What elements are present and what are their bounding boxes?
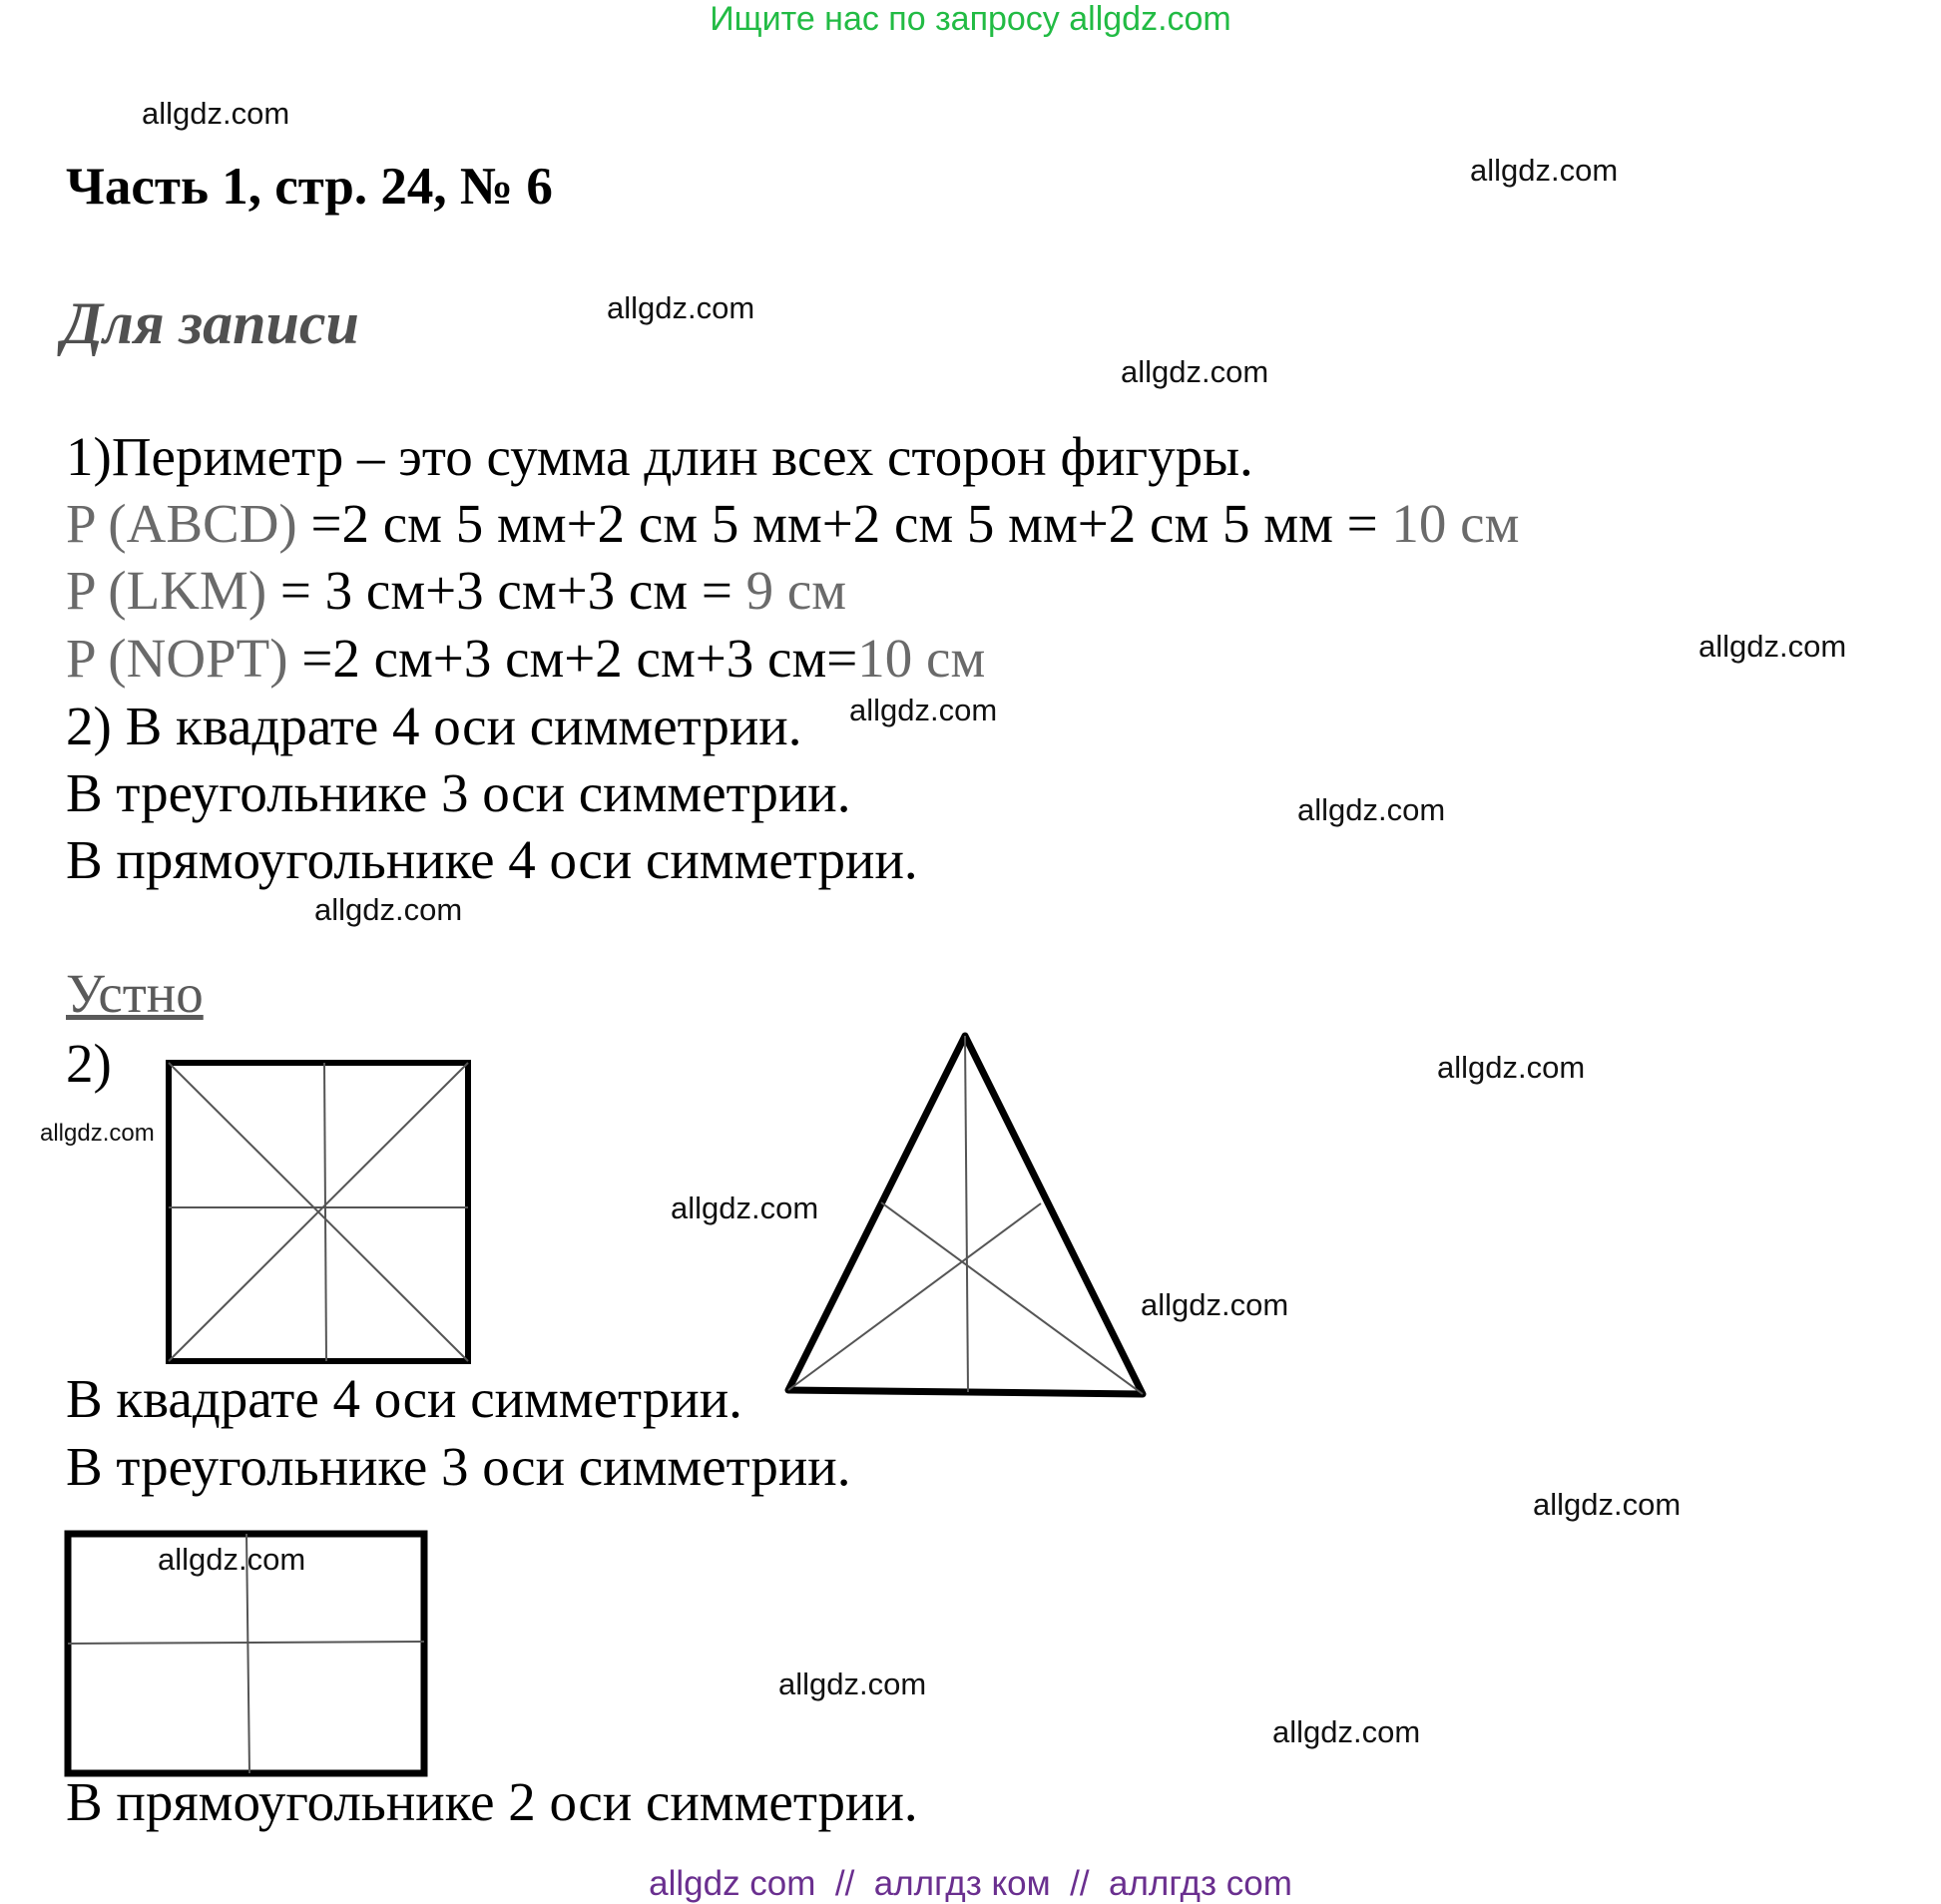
watermark: allgdz.com [1297, 792, 1446, 827]
triangle-axis-right [881, 1202, 1143, 1394]
oral-item-number: 2) [66, 1033, 112, 1094]
oral-triangle-line: В треугольнике 3 оси симметрии. [66, 1436, 851, 1497]
perimeter-lkm-label: P (LKM) [66, 560, 267, 621]
watermark: allgdz.com [778, 1666, 927, 1701]
watermark: allgdz.com [671, 1190, 819, 1225]
square-figure [169, 1063, 468, 1361]
watermark: allgdz.com [1272, 1714, 1421, 1749]
symmetry-triangle-line: В треугольнике 3 оси симметрии. [66, 762, 851, 823]
watermark: allgdz.com [1698, 629, 1847, 664]
oral-rectangle-line: В прямоугольнике 2 оси симметрии. [66, 1771, 918, 1832]
watermark: allgdz.com [40, 1120, 155, 1147]
perimeter-definition: 1)Периметр – это сумма длин всех сторон фигуры. [66, 426, 1253, 487]
watermark: allgdz.com [158, 1542, 306, 1577]
perimeter-nopt-expression: =2 см+3 см+2 см+3 см= [287, 628, 858, 689]
perimeter-abcd-label: P (ABCD) [66, 493, 297, 554]
footer-links[interactable]: allgdz com // аллгдз ком // аллгдз com [649, 1864, 1292, 1903]
perimeter-nopt-label: P (NOPT) [66, 628, 288, 689]
watermark: allgdz.com [849, 693, 998, 727]
square-vertical-axis [324, 1063, 326, 1361]
section-oral-title: Устно [66, 963, 204, 1024]
triangle-figure [788, 1036, 1143, 1394]
oral-square-line: В квадрате 4 оси симметрии. [66, 1368, 742, 1429]
top-banner[interactable]: Ищите нас по запросу allgdz.com [710, 0, 1231, 38]
watermark: allgdz.com [142, 96, 290, 131]
triangle-axis-left [788, 1203, 1041, 1390]
symmetry-square-line: 2) В квадрате 4 оси симметрии. [66, 696, 802, 756]
perimeter-lkm-expression: = 3 см+3 см+3 см = [266, 560, 746, 621]
watermark: allgdz.com [1437, 1050, 1586, 1085]
watermark: allgdz.com [1141, 1287, 1289, 1322]
watermark: allgdz.com [314, 892, 463, 927]
watermark: allgdz.com [1533, 1487, 1682, 1522]
perimeter-abcd-result: 10 см [1391, 493, 1520, 554]
perimeter-abcd-expression: =2 см 5 мм+2 см 5 мм+2 см 5 мм+2 см 5 мм = [296, 493, 1392, 554]
watermark: allgdz.com [1470, 153, 1619, 188]
symmetry-rectangle-line: В прямоугольнике 4 оси симметрии. [66, 829, 918, 890]
page-title: Часть 1, стр. 24, № 6 [66, 158, 553, 216]
rectangle-horizontal-axis [68, 1642, 424, 1644]
perimeter-nopt-result: 10 см [857, 628, 986, 689]
section-written-title: Для записи [62, 290, 359, 356]
watermark: allgdz.com [1121, 354, 1269, 389]
perimeter-lkm-result: 9 см [745, 560, 847, 621]
watermark: allgdz.com [607, 290, 755, 325]
triangle-axis-vertical [965, 1036, 968, 1392]
